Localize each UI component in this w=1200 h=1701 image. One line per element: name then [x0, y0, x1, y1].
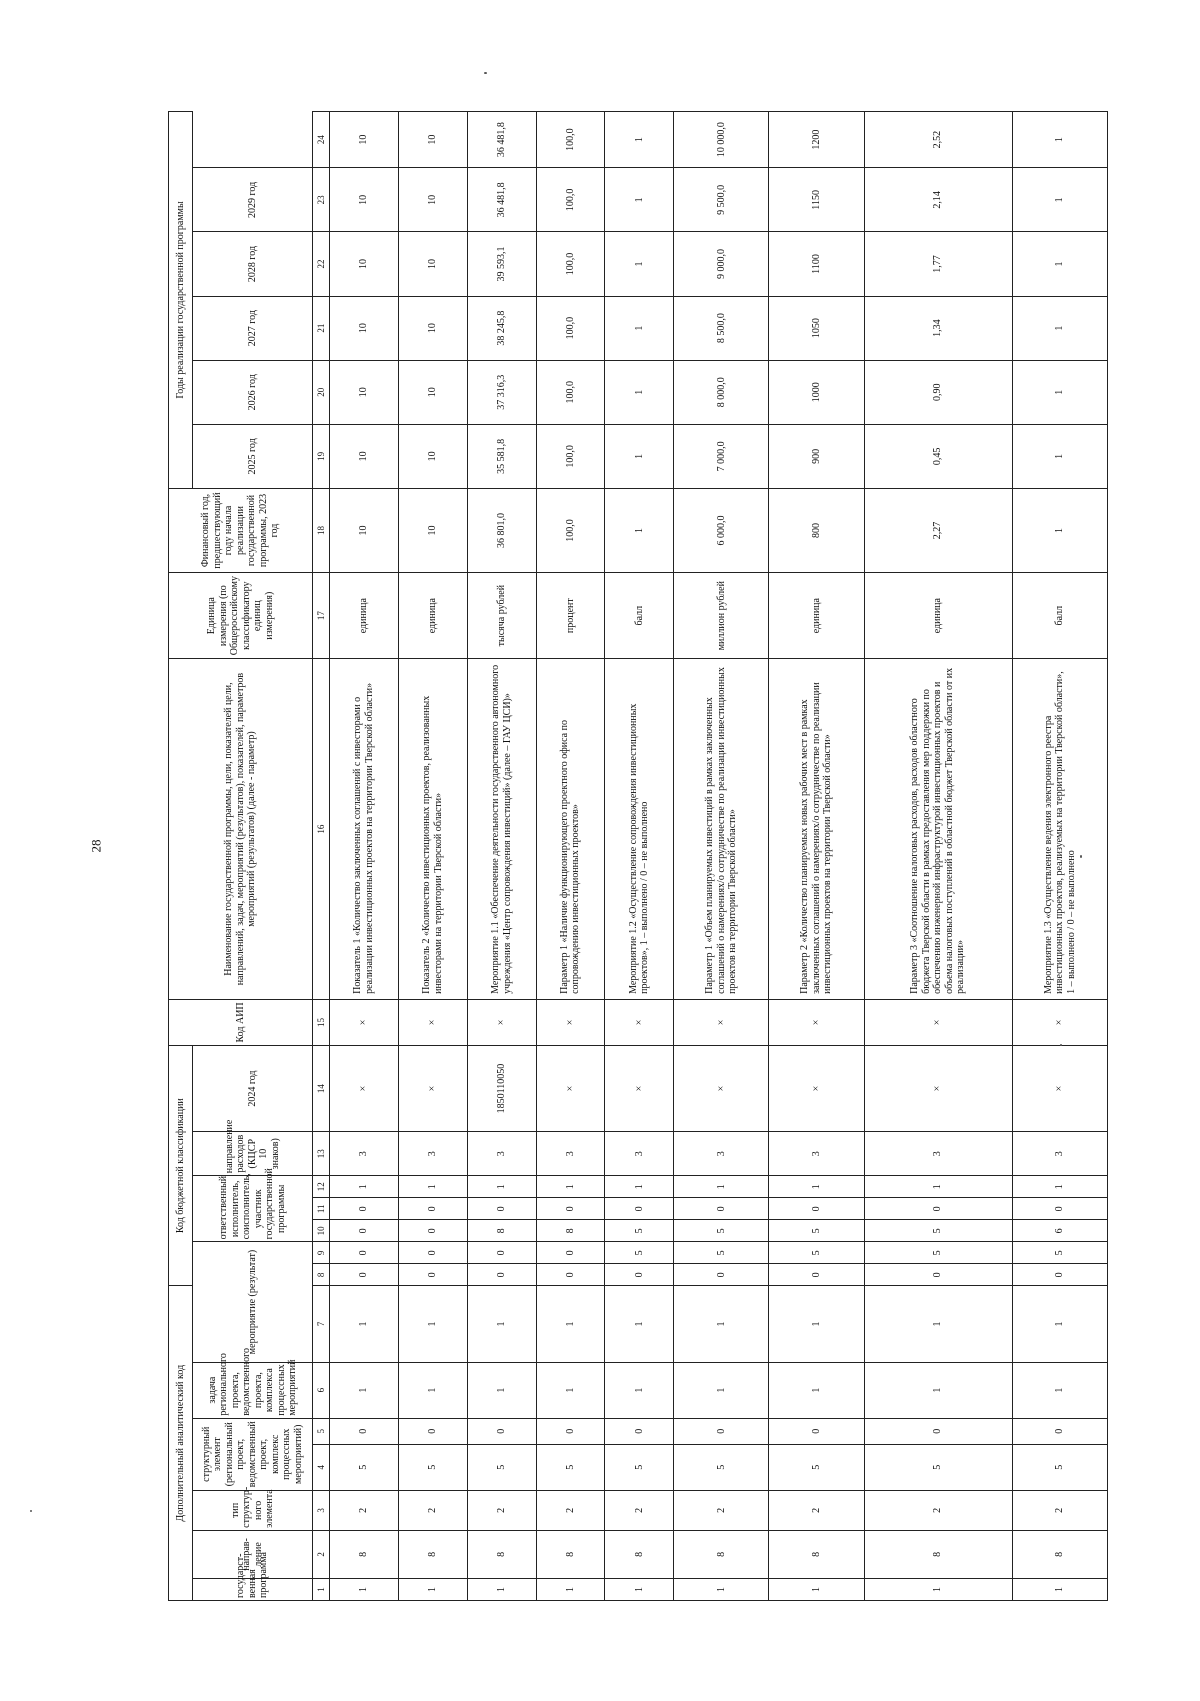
- year-value-cell: 39 593,1: [467, 232, 536, 296]
- year-value-cell: 0,45: [864, 424, 1012, 488]
- code-cell: 1: [536, 1176, 605, 1198]
- program-table: [168, 111, 1108, 1601]
- code-cell: 2: [674, 1490, 769, 1530]
- year-value-cell: 100,0: [536, 424, 605, 488]
- code-cell: 5: [330, 1444, 399, 1490]
- year-value-cell: 10 000,0: [674, 112, 769, 168]
- code-cell: 5: [769, 1444, 864, 1490]
- name-cell: Мероприятие 1.3 «Осуществление ведения электронного реестра инвестиционных проектов, реализуемых на территории Тверской области», 1 – выполнено / 0 – не выполнено: [1012, 659, 1107, 1000]
- table-row: [605, 112, 674, 1601]
- year-value-cell: 10: [398, 360, 467, 424]
- code-cell: 0: [1012, 1198, 1107, 1220]
- column-number: 16: [313, 659, 330, 1000]
- code-cell: 1: [605, 1578, 674, 1600]
- year-value-cell: 10: [330, 232, 399, 296]
- code-cell: 0: [1012, 1418, 1107, 1444]
- year-value-cell: 900: [769, 424, 864, 488]
- code-cell: 8: [1012, 1530, 1107, 1578]
- code-cell: 2: [864, 1490, 1012, 1530]
- table-row: [330, 112, 399, 1601]
- scan-speck: [1060, 1044, 1062, 1046]
- column-number: 24: [313, 112, 330, 168]
- code-cell: 6: [1012, 1220, 1107, 1242]
- name-cell: Параметр 1 «Объем планируемых инвестиций в рамках заключенных соглашений о намерениях/о сотрудничестве по реализации инвестиционных проектов на территории Тверской области»: [674, 659, 769, 1000]
- table-row: [864, 112, 1012, 1601]
- year-value-cell: 9 000,0: [674, 232, 769, 296]
- code-cell: 1: [398, 1286, 467, 1362]
- code-cell: 5: [674, 1444, 769, 1490]
- aip-cell: ×: [536, 999, 605, 1045]
- header-fin-year: Финансовый год, предшествующий году начала реализации государственной программы, 2023 год: [169, 488, 313, 572]
- year-value-cell: 1: [1012, 360, 1107, 424]
- column-number: 13: [313, 1132, 330, 1176]
- year-value-cell: 10: [398, 296, 467, 360]
- header-type: тип структур-ного элемента: [193, 1490, 313, 1530]
- aip-cell: ×: [1012, 999, 1107, 1045]
- base-year-cell: 36 801,0: [467, 488, 536, 572]
- name-cell: Параметр 3 «Соотношение налоговых расходов, расходов областного бюджета Тверской области в рамках предоставления мер поддержки по обеспечению инженерной инфраструктурой инвестиционных проектов и объема налоговых поступлений в областной бюджет Тверской области от их реализации»: [864, 659, 1012, 1000]
- header-unit: Единица измерения (по Общероссийскому классификатору единиц измерения): [169, 573, 313, 659]
- year-value-cell: 8 500,0: [674, 296, 769, 360]
- code-cell: 1: [674, 1362, 769, 1418]
- code-cell: 5: [605, 1242, 674, 1264]
- year-value-cell: 10: [330, 296, 399, 360]
- code-cell: 0: [864, 1264, 1012, 1286]
- table-row: [1012, 112, 1107, 1601]
- year-value-cell: 10: [330, 112, 399, 168]
- unit-cell: единица: [330, 573, 399, 659]
- base-year-cell: 6 000,0: [674, 488, 769, 572]
- code-cell: 3: [605, 1132, 674, 1176]
- code-cell: 0: [398, 1198, 467, 1220]
- base-year-cell: 1: [1012, 488, 1107, 572]
- code-cell: 1: [467, 1362, 536, 1418]
- year-value-cell: 100,0: [536, 168, 605, 232]
- unit-cell: единица: [769, 573, 864, 659]
- code-cell: 0: [467, 1264, 536, 1286]
- code-cell: 1: [467, 1578, 536, 1600]
- code-cell: 1: [674, 1176, 769, 1198]
- kcsr-cell: 1850110050: [467, 1045, 536, 1131]
- header-years-group: Годы реализации государственной программы: [169, 112, 193, 489]
- column-number: 3: [313, 1490, 330, 1530]
- code-cell: 5: [536, 1444, 605, 1490]
- code-cell: 5: [864, 1220, 1012, 1242]
- header-name: Наименование государственной программы, цели, показателей цели, направлений, задач, мероприятий (результатов), показателей, параметров мероприятий (результатов) (далее - параметр): [169, 659, 313, 1000]
- header-event: мероприятие (результат): [193, 1242, 313, 1362]
- base-year-cell: 1: [605, 488, 674, 572]
- year-value-cell: 100,0: [536, 112, 605, 168]
- code-cell: 0: [398, 1242, 467, 1264]
- aip-cell: ×: [330, 999, 399, 1045]
- year-value-cell: 1: [605, 112, 674, 168]
- code-cell: 0: [674, 1418, 769, 1444]
- code-cell: 1: [674, 1578, 769, 1600]
- year-value-cell: 1100: [769, 232, 864, 296]
- code-cell: 0: [330, 1198, 399, 1220]
- code-cell: 0: [769, 1264, 864, 1286]
- header-task: задача регионального проекта, ведомственного проекта, комплекса процессных мероприятий: [193, 1362, 313, 1418]
- code-cell: 0: [1012, 1264, 1107, 1286]
- kcsr-cell: ×: [674, 1045, 769, 1131]
- code-cell: 5: [769, 1242, 864, 1264]
- code-cell: 1: [769, 1176, 864, 1198]
- code-cell: 8: [674, 1530, 769, 1578]
- code-cell: 1: [536, 1362, 605, 1418]
- column-number: 6: [313, 1362, 330, 1418]
- code-cell: 1: [769, 1286, 864, 1362]
- year-value-cell: 1200: [769, 112, 864, 168]
- code-cell: 3: [769, 1132, 864, 1176]
- header-budget-code: Код бюджетной классификации: [169, 1045, 193, 1285]
- year-value-cell: 1: [605, 296, 674, 360]
- code-cell: 2: [467, 1490, 536, 1530]
- column-number: 22: [313, 232, 330, 296]
- code-cell: 8: [467, 1220, 536, 1242]
- column-number: 15: [313, 999, 330, 1045]
- code-cell: 0: [330, 1418, 399, 1444]
- code-cell: 0: [769, 1198, 864, 1220]
- code-cell: 2: [769, 1490, 864, 1530]
- code-cell: 5: [605, 1220, 674, 1242]
- code-cell: 0: [467, 1418, 536, 1444]
- name-cell: Мероприятие 1.2 «Осуществление сопровождения инвестиционных проектов», 1 – выполнено / 0 – не выполнено: [605, 659, 674, 1000]
- year-value-cell: 10: [398, 168, 467, 232]
- aip-cell: ×: [674, 999, 769, 1045]
- year-value-cell: 0,90: [864, 360, 1012, 424]
- code-cell: 5: [769, 1220, 864, 1242]
- header-year-2025: 2025 год: [193, 424, 313, 488]
- kcsr-cell: ×: [1012, 1045, 1107, 1131]
- column-number: 2: [313, 1530, 330, 1578]
- code-cell: 0: [398, 1220, 467, 1242]
- scan-speck: [30, 1510, 32, 1512]
- year-value-cell: 1: [605, 168, 674, 232]
- code-cell: 0: [398, 1264, 467, 1286]
- aip-cell: ×: [398, 999, 467, 1045]
- code-cell: 8: [605, 1530, 674, 1578]
- code-cell: 1: [398, 1176, 467, 1198]
- code-cell: 1: [536, 1286, 605, 1362]
- code-cell: 2: [536, 1490, 605, 1530]
- name-cell: Показатель 1 «Количество заключенных соглашений с инвесторами о реализации инвестиционных проектов на территории Тверской области»: [330, 659, 399, 1000]
- column-number: 23: [313, 168, 330, 232]
- code-cell: 1: [330, 1286, 399, 1362]
- column-number: 20: [313, 360, 330, 424]
- header-year-2028: 2028 год: [193, 232, 313, 296]
- year-value-cell: 1000: [769, 360, 864, 424]
- base-year-cell: 2,27: [864, 488, 1012, 572]
- code-cell: 8: [330, 1530, 399, 1578]
- code-cell: 1: [605, 1176, 674, 1198]
- header-year-2024: 2024 год: [193, 1045, 313, 1131]
- column-number: 21: [313, 296, 330, 360]
- code-cell: 0: [536, 1418, 605, 1444]
- base-year-cell: 100,0: [536, 488, 605, 572]
- year-value-cell: 36 481,8: [467, 112, 536, 168]
- column-number: 5: [313, 1418, 330, 1444]
- base-year-cell: 10: [330, 488, 399, 572]
- base-year-cell: 800: [769, 488, 864, 572]
- code-cell: 0: [605, 1264, 674, 1286]
- code-cell: 1: [1012, 1286, 1107, 1362]
- column-number: 14: [313, 1045, 330, 1131]
- code-cell: 1: [864, 1176, 1012, 1198]
- code-cell: 5: [467, 1444, 536, 1490]
- table-row: [536, 112, 605, 1601]
- code-cell: 0: [330, 1220, 399, 1242]
- code-cell: 0: [605, 1418, 674, 1444]
- header-year-2027: 2027 год: [193, 296, 313, 360]
- code-cell: 5: [1012, 1444, 1107, 1490]
- year-value-cell: 10: [398, 112, 467, 168]
- aip-cell: ×: [605, 999, 674, 1045]
- year-value-cell: 2,14: [864, 168, 1012, 232]
- year-value-cell: 100,0: [536, 360, 605, 424]
- table-row: [467, 112, 536, 1601]
- kcsr-cell: ×: [605, 1045, 674, 1131]
- year-value-cell: 1: [605, 232, 674, 296]
- code-cell: 3: [467, 1132, 536, 1176]
- code-cell: 1: [605, 1286, 674, 1362]
- code-cell: 1: [467, 1176, 536, 1198]
- year-value-cell: 100,0: [536, 232, 605, 296]
- year-value-cell: 100,0: [536, 296, 605, 360]
- aip-cell: ×: [467, 999, 536, 1045]
- code-cell: 2: [605, 1490, 674, 1530]
- column-number: 17: [313, 573, 330, 659]
- year-value-cell: 1: [605, 360, 674, 424]
- code-cell: 8: [467, 1530, 536, 1578]
- year-value-cell: 35 581,8: [467, 424, 536, 488]
- code-cell: 3: [398, 1132, 467, 1176]
- page-number: 28: [88, 839, 104, 853]
- column-number: 19: [313, 424, 330, 488]
- table-row: [674, 112, 769, 1601]
- column-number-row: [313, 112, 330, 1601]
- code-cell: 8: [536, 1530, 605, 1578]
- year-value-cell: 1: [1012, 424, 1107, 488]
- code-cell: 8: [769, 1530, 864, 1578]
- column-number: 4: [313, 1444, 330, 1490]
- year-value-cell: 10: [330, 424, 399, 488]
- code-cell: 5: [674, 1242, 769, 1264]
- code-cell: 5: [864, 1444, 1012, 1490]
- code-cell: 1: [864, 1286, 1012, 1362]
- code-cell: 0: [864, 1418, 1012, 1444]
- code-cell: 5: [398, 1444, 467, 1490]
- year-value-cell: 10: [398, 424, 467, 488]
- code-cell: 1: [674, 1286, 769, 1362]
- kcsr-cell: ×: [864, 1045, 1012, 1131]
- code-cell: 1: [398, 1578, 467, 1600]
- code-cell: 5: [605, 1444, 674, 1490]
- header-year-2029: 2029 год: [193, 168, 313, 232]
- code-cell: 1: [398, 1362, 467, 1418]
- code-cell: 0: [769, 1418, 864, 1444]
- header-direction: направ-ление: [193, 1530, 313, 1578]
- scan-speck: [1080, 855, 1082, 858]
- kcsr-cell: ×: [536, 1045, 605, 1131]
- code-cell: 1: [330, 1176, 399, 1198]
- header-year-2026: 2026 год: [193, 360, 313, 424]
- code-cell: 0: [467, 1198, 536, 1220]
- scan-speck: [484, 72, 487, 74]
- code-cell: 2: [1012, 1490, 1107, 1530]
- column-number: 12: [313, 1176, 330, 1198]
- code-cell: 0: [674, 1198, 769, 1220]
- header-additional-code: Дополнительный аналитический код: [169, 1286, 193, 1601]
- code-cell: 1: [330, 1362, 399, 1418]
- code-cell: 0: [536, 1198, 605, 1220]
- year-value-cell: 7 000,0: [674, 424, 769, 488]
- table-row: [769, 112, 864, 1601]
- year-value-cell: 1: [1012, 296, 1107, 360]
- code-cell: 1: [1012, 1578, 1107, 1600]
- name-cell: Мероприятие 1.1 «Обеспечение деятельности государственного автономного учреждения «Центр сопровождения инвестиций» (далее – ГАУ ЦСИ)»: [467, 659, 536, 1000]
- code-cell: 8: [536, 1220, 605, 1242]
- code-cell: 3: [864, 1132, 1012, 1176]
- code-cell: 1: [1012, 1176, 1107, 1198]
- code-cell: 1: [605, 1362, 674, 1418]
- code-cell: 3: [1012, 1132, 1107, 1176]
- unit-cell: процент: [536, 573, 605, 659]
- unit-cell: единица: [864, 573, 1012, 659]
- year-value-cell: 37 316,3: [467, 360, 536, 424]
- year-value-cell: 10: [330, 168, 399, 232]
- unit-cell: единица: [398, 573, 467, 659]
- code-cell: 3: [674, 1132, 769, 1176]
- code-cell: 3: [330, 1132, 399, 1176]
- unit-cell: миллион рублей: [674, 573, 769, 659]
- base-year-cell: 10: [398, 488, 467, 572]
- year-value-cell: 1: [1012, 112, 1107, 168]
- year-value-cell: 1: [1012, 232, 1107, 296]
- code-cell: 0: [536, 1264, 605, 1286]
- name-cell: Параметр 2 «Количество планируемых новых рабочих мест в рамках заключенных соглашений о намерениях/о сотрудничестве по реализации инвестиционных проектов на территории Тверской области»: [769, 659, 864, 1000]
- code-cell: 5: [674, 1220, 769, 1242]
- year-value-cell: 10: [330, 360, 399, 424]
- code-cell: 0: [330, 1242, 399, 1264]
- code-cell: 1: [864, 1362, 1012, 1418]
- year-value-cell: 1: [605, 424, 674, 488]
- code-cell: 1: [769, 1578, 864, 1600]
- header-expense: направление расходов (КЦСР 10 знаков): [193, 1132, 313, 1176]
- code-cell: 8: [398, 1530, 467, 1578]
- year-value-cell: 36 481,8: [467, 168, 536, 232]
- column-number: 18: [313, 488, 330, 572]
- code-cell: 1: [330, 1578, 399, 1600]
- year-value-cell: 1,34: [864, 296, 1012, 360]
- header-aip-code: Код АИП: [169, 999, 313, 1045]
- code-cell: 1: [864, 1578, 1012, 1600]
- code-cell: 0: [398, 1418, 467, 1444]
- code-cell: 0: [467, 1242, 536, 1264]
- rotated-page: [168, 111, 1108, 1601]
- column-number: 8: [313, 1264, 330, 1286]
- year-value-cell: 2,52: [864, 112, 1012, 168]
- header-element: структурный элемент (региональный проект, ведомственный проект, комплекс процессных мероприятий): [193, 1418, 313, 1490]
- year-value-cell: 10: [398, 232, 467, 296]
- code-cell: 0: [536, 1242, 605, 1264]
- kcsr-cell: ×: [330, 1045, 399, 1131]
- code-cell: 0: [864, 1198, 1012, 1220]
- name-cell: Параметр 1 «Наличие функционирующего проектного офиса по сопровождению инвестиционных проектов»: [536, 659, 605, 1000]
- kcsr-cell: ×: [398, 1045, 467, 1131]
- column-number: 11: [313, 1198, 330, 1220]
- code-cell: 0: [330, 1264, 399, 1286]
- aip-cell: ×: [769, 999, 864, 1045]
- year-value-cell: 1050: [769, 296, 864, 360]
- code-cell: 0: [605, 1198, 674, 1220]
- column-number: 9: [313, 1242, 330, 1264]
- unit-cell: балл: [1012, 573, 1107, 659]
- code-cell: 0: [674, 1264, 769, 1286]
- code-cell: 1: [467, 1286, 536, 1362]
- year-value-cell: 1,77: [864, 232, 1012, 296]
- code-cell: 3: [536, 1132, 605, 1176]
- column-number: 1: [313, 1578, 330, 1600]
- kcsr-cell: ×: [769, 1045, 864, 1131]
- code-cell: 1: [769, 1362, 864, 1418]
- year-value-cell: 8 000,0: [674, 360, 769, 424]
- header-executor: ответственный исполнитель, соисполнитель, участник государственной программы: [193, 1176, 313, 1242]
- aip-cell: ×: [864, 999, 1012, 1045]
- year-value-cell: 1150: [769, 168, 864, 232]
- code-cell: 5: [1012, 1242, 1107, 1264]
- code-cell: 1: [536, 1578, 605, 1600]
- code-cell: 1: [1012, 1362, 1107, 1418]
- year-value-cell: 1: [1012, 168, 1107, 232]
- name-cell: Показатель 2 «Количество инвестиционных проектов, реализованных инвесторами на территории Тверской области»: [398, 659, 467, 1000]
- code-cell: 5: [864, 1242, 1012, 1264]
- table-row: [398, 112, 467, 1601]
- year-value-cell: 9 500,0: [674, 168, 769, 232]
- year-value-cell: 38 245,8: [467, 296, 536, 360]
- unit-cell: тысяча рублей: [467, 573, 536, 659]
- code-cell: 2: [330, 1490, 399, 1530]
- code-cell: 2: [398, 1490, 467, 1530]
- column-number: 7: [313, 1286, 330, 1362]
- header-program: государст-венная программа: [193, 1578, 313, 1600]
- code-cell: 8: [864, 1530, 1012, 1578]
- column-number: 10: [313, 1220, 330, 1242]
- unit-cell: балл: [605, 573, 674, 659]
